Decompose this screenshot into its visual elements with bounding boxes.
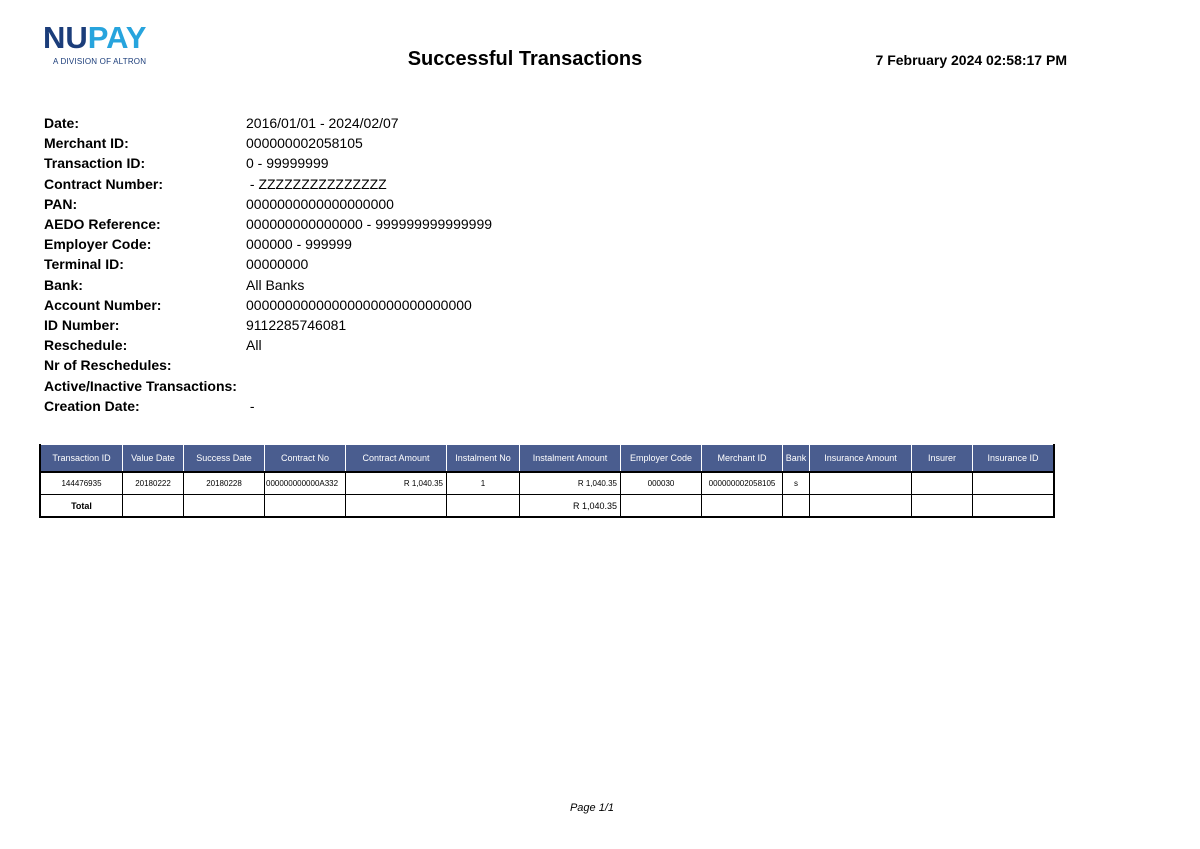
logo-tagline: A DIVISION OF ALTRON (53, 57, 147, 66)
cell-total-instalment-no (447, 495, 520, 518)
column-header-bank: Bank (783, 445, 810, 473)
table-header-row (40, 445, 1054, 473)
column-header-success-date: Success Date (184, 445, 265, 473)
cell-total-bank (783, 495, 810, 518)
cell-insurer (912, 472, 973, 495)
param-value: 000000002058105 (246, 135, 363, 152)
column-header-insurer: Insurer (912, 445, 973, 473)
param-value: 00000000000000000000000000000 (246, 296, 472, 313)
cell-success-date: 20180228 (184, 472, 265, 495)
report-timestamp: 7 February 2024 02:58:17 PM (875, 52, 1067, 68)
param-value: - ZZZZZZZZZZZZZZZ (246, 175, 387, 192)
column-header-instalment-no: Instalment No (447, 445, 520, 473)
param-label: AEDO Reference: (44, 216, 161, 233)
param-row-nr-of-reschedules (44, 355, 492, 375)
column-header-transaction-id: Transaction ID (40, 445, 123, 473)
param-value: 00000000 (246, 256, 309, 273)
table-total-row (40, 495, 1054, 518)
param-row-date (44, 113, 492, 133)
cell-contract-amount: R 1,040.35 (346, 472, 447, 495)
cell-transaction-id: 144476935 (40, 472, 123, 495)
cell-insurance-amount (810, 472, 912, 495)
param-label: Contract Number: (44, 175, 164, 192)
param-row-active-inactive (44, 375, 492, 395)
param-row-bank (44, 275, 492, 295)
transactions-table (39, 444, 1055, 518)
param-value: All (246, 337, 262, 354)
cell-bank: s (783, 472, 810, 495)
param-label: ID Number: (44, 316, 120, 333)
param-value: 9112285746081 (246, 316, 347, 333)
param-row-terminal-id (44, 254, 492, 274)
logo-pay: PAY (87, 20, 147, 55)
logo-nu: NU (43, 20, 88, 55)
cell-value-date: 20180222 (123, 472, 184, 495)
column-header-value-date: Value Date (123, 445, 184, 473)
column-header-merchant-id: Merchant ID (702, 445, 783, 473)
cell-employer-code: 000030 (621, 472, 702, 495)
param-row-employer-code (44, 234, 492, 254)
cell-total-insurer (912, 495, 973, 518)
cell-insurance-id (973, 472, 1055, 495)
column-header-instalment-amount: Instalment Amount (520, 445, 621, 473)
param-value: 000000 - 999999 (246, 236, 352, 253)
param-value: - (246, 397, 259, 414)
param-row-contract-number (44, 174, 492, 194)
param-label: Creation Date: (44, 397, 140, 414)
param-label: Transaction ID: (44, 155, 146, 172)
column-header-contract-no: Contract No (265, 445, 346, 473)
cell-merchant-id: 000000002058105 (702, 472, 783, 495)
param-label: Terminal ID: (44, 256, 124, 273)
cell-total-success-date (184, 495, 265, 518)
param-value: 0 - 99999999 (246, 155, 329, 172)
param-label: Active/Inactive Transactions: (44, 377, 237, 394)
cell-instalment-amount: R 1,040.35 (520, 472, 621, 495)
param-label: Nr of Reschedules: (44, 357, 172, 374)
cell-total-insurance-amount (810, 495, 912, 518)
param-row-id-number (44, 315, 492, 335)
param-row-reschedule (44, 335, 492, 355)
cell-total-contract-amount (346, 495, 447, 518)
param-label: Reschedule: (44, 337, 128, 354)
cell-total-instalment-amount: R 1,040.35 (520, 495, 621, 518)
column-header-employer-code: Employer Code (621, 445, 702, 473)
report-parameters (44, 113, 492, 416)
param-label: Date: (44, 115, 80, 132)
param-label: Merchant ID: (44, 135, 129, 152)
param-label: PAN: (44, 195, 78, 212)
param-row-aedo-reference (44, 214, 492, 234)
param-value: All Banks (246, 276, 305, 293)
cell-total-merchant-id (702, 495, 783, 518)
param-value: 000000000000000 - 999999999999999 (246, 216, 493, 233)
cell-total-insurance-id (973, 495, 1055, 518)
column-header-insurance-amount: Insurance Amount (810, 445, 912, 473)
param-value: 0000000000000000000 (246, 195, 394, 212)
param-row-transaction-id (44, 153, 492, 173)
cell-total-employer-code (621, 495, 702, 518)
param-row-creation-date (44, 396, 492, 416)
param-row-merchant-id (44, 133, 492, 153)
cell-contract-no: 000000000000A332 (265, 472, 346, 495)
table-row (40, 472, 1054, 495)
param-label: Employer Code: (44, 236, 152, 253)
param-value: 2016/01/01 - 2024/02/07 (246, 115, 399, 132)
cell-total-label: Total (40, 495, 123, 518)
page-number: Page 1/1 (569, 802, 615, 814)
cell-instalment-no: 1 (447, 472, 520, 495)
param-label: Account Number: (44, 296, 162, 313)
cell-total-contract-no (265, 495, 346, 518)
report-title: Successful Transactions (407, 48, 643, 70)
cell-total-value-date (123, 495, 184, 518)
column-header-insurance-id: Insurance ID (973, 445, 1055, 473)
param-label: Bank: (44, 276, 83, 293)
param-row-account-number (44, 295, 492, 315)
column-header-contract-amount: Contract Amount (346, 445, 447, 473)
param-row-pan (44, 194, 492, 214)
